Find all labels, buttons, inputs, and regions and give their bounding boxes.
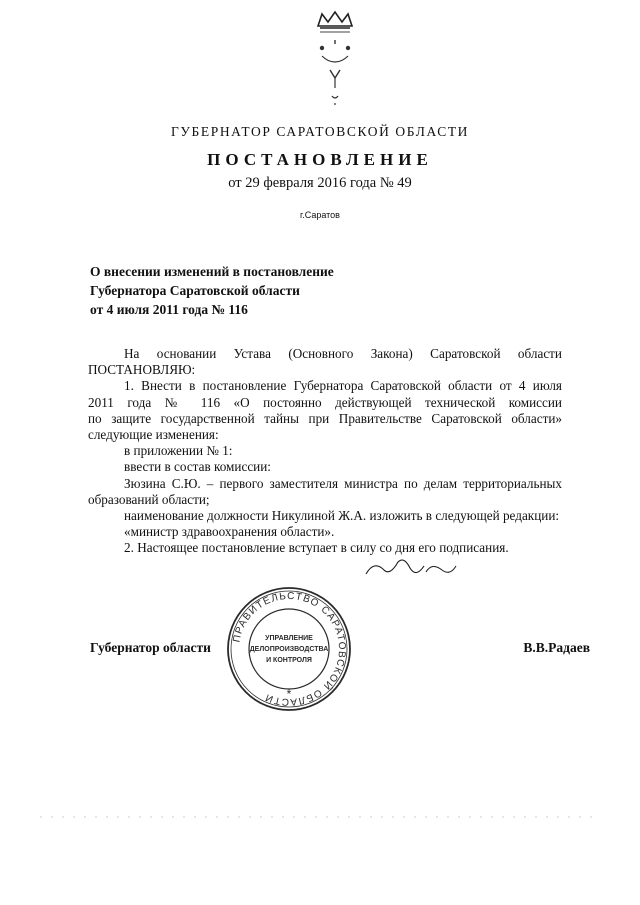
subject-line: О внесении изменений в постановление	[90, 264, 334, 279]
stamp-inner-line: ДЕЛОПРОИЗВОДСТВА	[249, 646, 329, 653]
document-body	[88, 346, 562, 557]
handwritten-signature-icon	[360, 554, 500, 584]
body-line: На основании Устава (Основного Закона) Саратовской области	[124, 346, 562, 361]
body-line: следующие изменения:	[88, 427, 219, 443]
body-line: наименование должности Никулиной Ж.А. изложить в следующей редакции:	[124, 508, 560, 524]
signatory-position: Губернатор области	[90, 640, 211, 655]
body-line: Зюзина С.Ю. – первого заместителя министра по делам территориальных	[124, 475, 562, 491]
official-stamp	[224, 584, 354, 714]
body-line: ввести в состав комиссии:	[124, 459, 271, 475]
body-line: в приложении № 1:	[124, 443, 233, 459]
subject-line: Губернатора Саратовской области	[90, 283, 300, 298]
stamp-inner-line: И КОНТРОЛЯ	[266, 657, 312, 664]
body-line: «министр здравоохранения области».	[124, 524, 335, 540]
body-line: образований области;	[88, 491, 210, 507]
signatory-name: В.В.Радаев	[523, 640, 590, 655]
document-city: г.Саратов	[300, 210, 340, 220]
body-line: 2011 года № 116 «О постоянно действующей технической комиссии	[88, 394, 562, 410]
subject-line: от 4 июля 2011 года № 116	[90, 302, 248, 317]
document-date-number: от 29 февраля 2016 года № 49	[228, 175, 412, 191]
coat-of-arms-icon	[308, 10, 362, 110]
issuer-title: ГУБЕРНАТОР САРАТОВСКОЙ ОБЛАСТИ	[170, 124, 470, 139]
body-line: 1. Внести в постановление Губернатора Саратовской области от 4 июля	[124, 378, 562, 394]
document-type: ПОСТАНОВЛЕНИЕ	[207, 150, 433, 169]
document-subject	[90, 262, 334, 319]
stamp-inner-line: УПРАВЛЕНИЕ	[265, 635, 313, 642]
stamp-outer-text: ПРАВИТЕЛЬСТВО САРАТОВСКОЙ ОБЛАСТИ	[231, 590, 348, 708]
body-line: ПОСТАНОВЛЯЮ:	[88, 362, 196, 378]
body-line: по защите государственной тайны при Правительстве Саратовской области»	[88, 410, 562, 426]
body-line: 2. Настоящее постановление вступает в силу со дня его подписания.	[124, 540, 509, 556]
svg-text:*: *	[286, 687, 292, 701]
scan-artifact-divider	[40, 815, 600, 819]
